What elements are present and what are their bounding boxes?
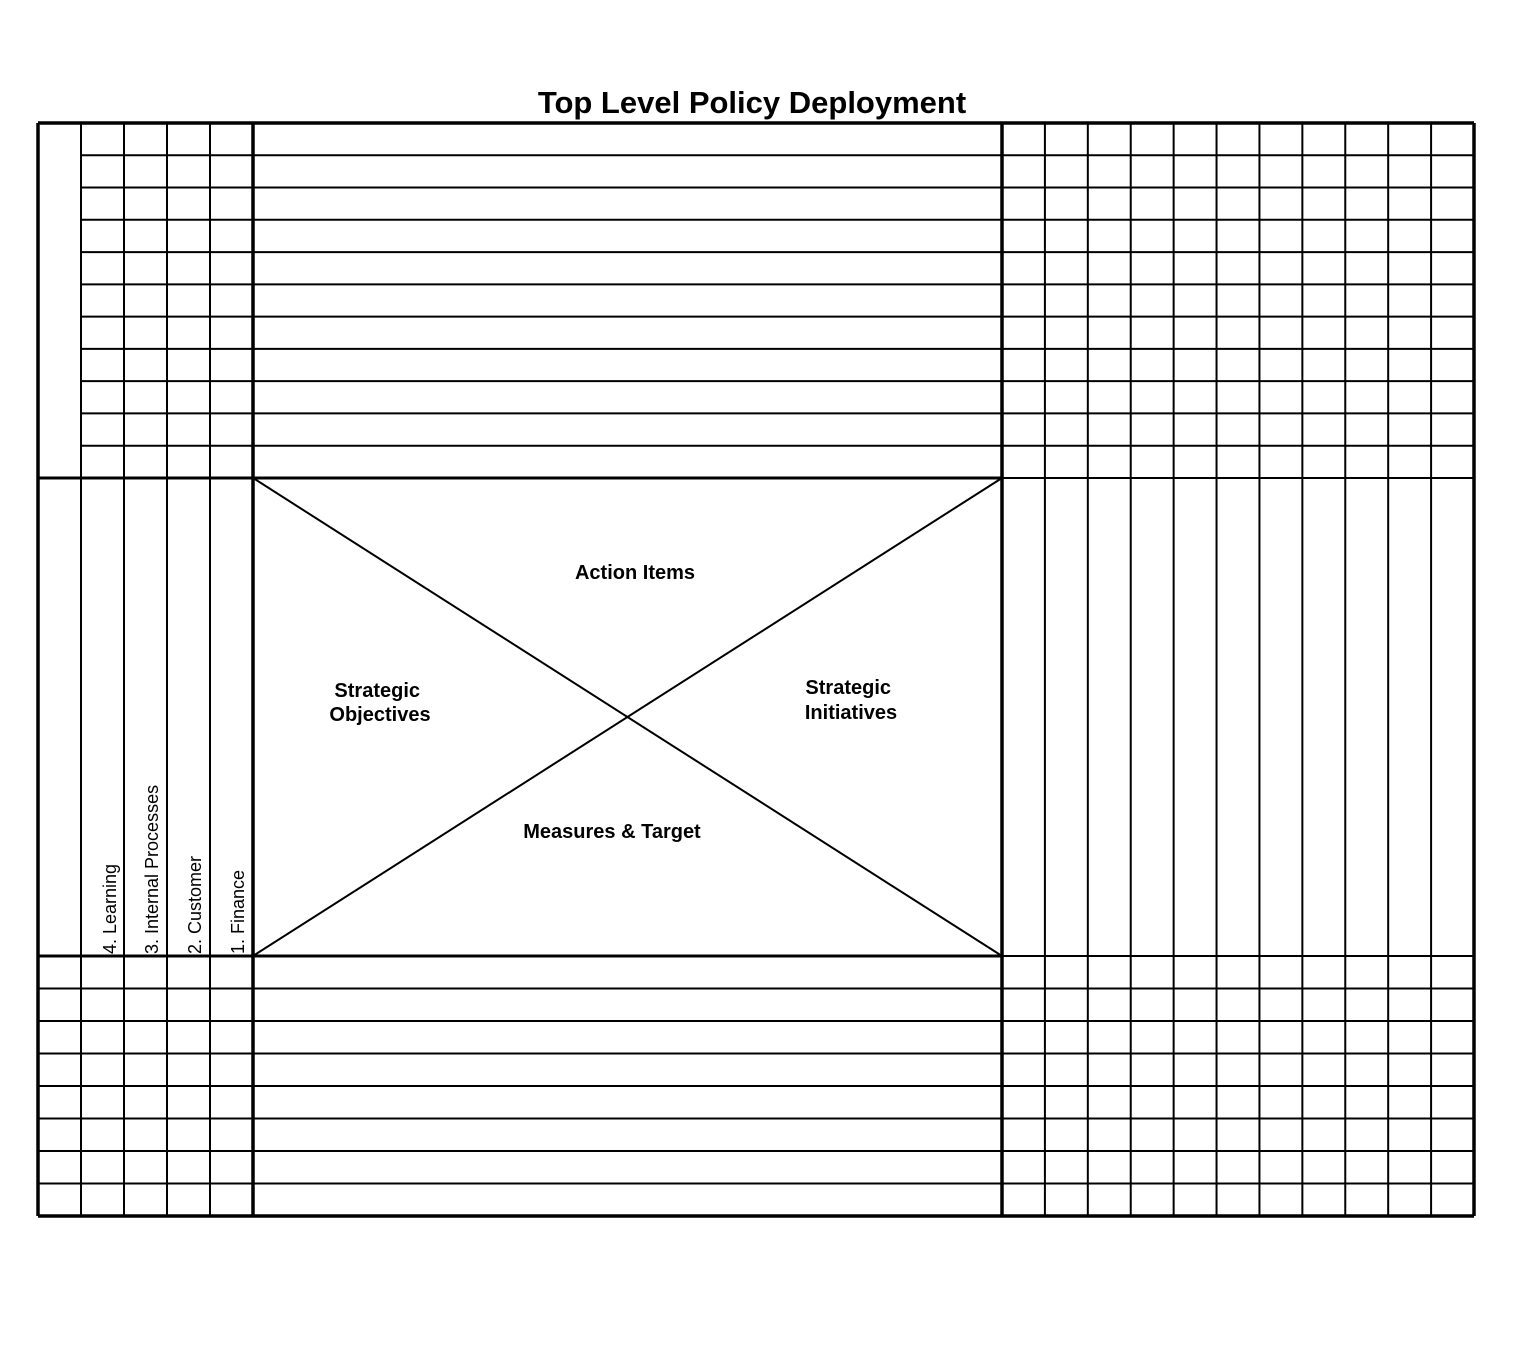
strategic-objectives-label — [329, 680, 430, 726]
perspective-internal-processes: 3. Internal Processes — [142, 784, 162, 954]
perspective-customer: 2. Customer — [185, 855, 205, 954]
strategic-objectives-line-2: Objectives — [329, 704, 431, 726]
matrix-grid — [38, 123, 1474, 1216]
strategic-initiatives-line-1: Strategic — [805, 677, 892, 699]
strategic-objectives-line-1: Strategic — [334, 680, 421, 702]
action-items-label: Action Items — [574, 562, 696, 584]
perspective-learning: 4. Learning — [100, 863, 120, 954]
page-title: Top Level Policy Deployment — [537, 85, 967, 120]
perspective-finance: 1. Finance — [228, 869, 248, 954]
strategic-initiatives-line-2: Initiatives — [804, 702, 898, 724]
strategic-initiatives-label — [805, 677, 897, 724]
measures-target-label: Measures & Target — [523, 821, 701, 843]
